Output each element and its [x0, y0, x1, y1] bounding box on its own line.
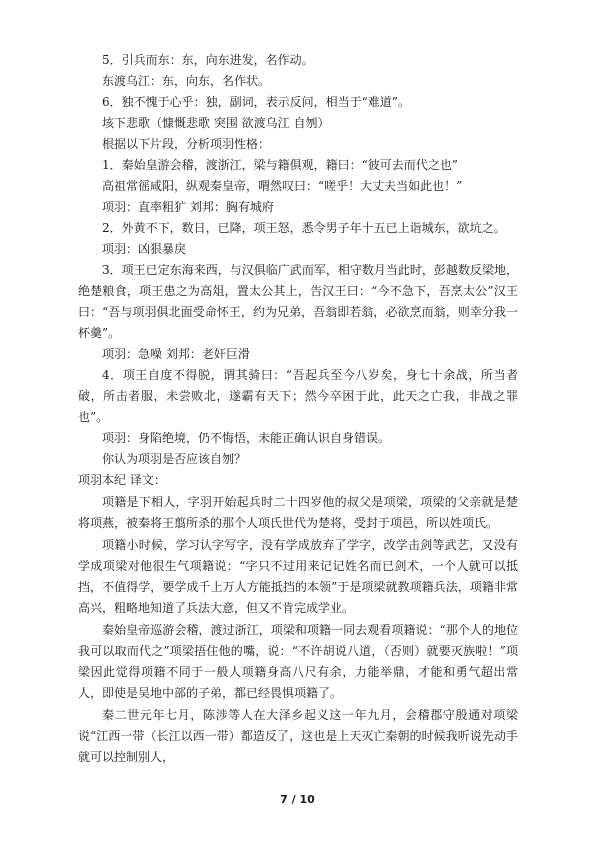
page-number: 7 / 10 — [280, 793, 315, 806]
discussion-question: 你认为项羽是否应该自刎？ — [102, 452, 247, 466]
fragment-1: 1．秦始皇游会稽，渡浙江，梁与籍俱观，籍曰：“彼可去而代之也” — [102, 158, 458, 172]
note-line-5b: 东渡乌江：东，向东，名作状。 — [102, 74, 271, 88]
fragment-4: 4．项王自度不得脱，谓其骑曰：“吾起兵至今八岁矣，身七十余战，所当者破，所击者服，未尝败北，遂霸有天下；然今卒困于此，此天之亡我，非战之罪也”。 — [78, 368, 518, 424]
note-line-6: 6．独不愧于心乎：独，副词，表示反问，相当于“难道”。 — [102, 95, 410, 109]
section-title: 垓下悲歌（慷慨悲歌 突围 欲渡乌江 自刎） — [102, 116, 330, 130]
fragment-1b: 高祖常徭咸阳，纵观秦皇帝，喟然叹曰：“嗟乎！大丈夫当如此也！” — [102, 179, 463, 193]
fragment-4-answer: 项羽：身陷绝境，仍不悔悟，未能正确认识自身错误。 — [102, 431, 391, 445]
fragment-3-answer: 项羽：急噪 刘邦：老奸巨滑 — [102, 347, 250, 361]
fragment-2-answer: 项羽：凶狠暴戾 — [102, 242, 187, 256]
translation-paragraph-3: 秦始皇帝巡游会稽，渡过浙江，项梁和项籍一同去观看项籍说：“那个人的地位我可以取而代之”项梁捂住他的嘴，说：“不许胡说八道，（否则）就要灭族啦！”项梁因此觉得项籍不同于一般人项籍身高八尺有余，力能举鼎，才能和勇气超出常人，即使是吴地中部的子弟，都已经畏惧项籍了。 — [78, 623, 518, 700]
fragment-3: 3．项王已定东海来西，与汉俱临广武而军，相守数月当此时，彭越数反梁地，绝楚粮食，项王患之为高俎，置太公其上，告汉王曰：“今不急下，吾烹太公”汉王曰：“吾与项羽俱北面受命怀王，约为兄弟，吾翁即若翁，必欲烹而翁，则幸分我一杯羹”。 — [78, 263, 518, 340]
prompt-line: 根据以下片段，分析项羽性格： — [102, 137, 271, 151]
translation-paragraph-4: 秦二世元年七月，陈涉等人在大泽乡起义这一年九月，会稽郡守殷通对项梁说“江西一带（长江以西一带）都造反了，这也是上天灭亡秦朝的时候我听说先动手就可以控制别人， — [78, 708, 518, 764]
note-line-5: 5．引兵而东：东，向东进发，名作动。 — [102, 53, 314, 67]
fragment-2: 2．外黄不下，数日，已降，项王怒，悉令男子年十五已上诣城东，欲坑之。 — [102, 221, 506, 235]
fragment-1-answer: 项羽：直率粗犷 刘邦：胸有城府 — [102, 200, 274, 214]
translation-paragraph-1: 项籍是下相人，字羽开始起兵时二十四岁他的叔父是项梁，项梁的父亲就是楚将项燕，被秦将王翦所杀的那个人项氏世代为楚将，受封于项邑，所以姓项氏。 — [78, 495, 518, 530]
page-content — [78, 50, 518, 768]
translation-heading: 项羽本纪 译文： — [78, 473, 166, 487]
translation-paragraph-2: 项籍小时候，学习认字写字，没有学成放弃了学字，改学击剑等武艺，又没有学成项梁对他很生气项籍说：“字只不过用来记记姓名而已剑术，一个人就可以抵挡，不值得学，要学成千上万人方能抵挡的本领”于是项梁就教项籍兵法，项籍非常高兴，粗略地知道了兵法大意，但又不肯完成学业。 — [78, 538, 518, 615]
